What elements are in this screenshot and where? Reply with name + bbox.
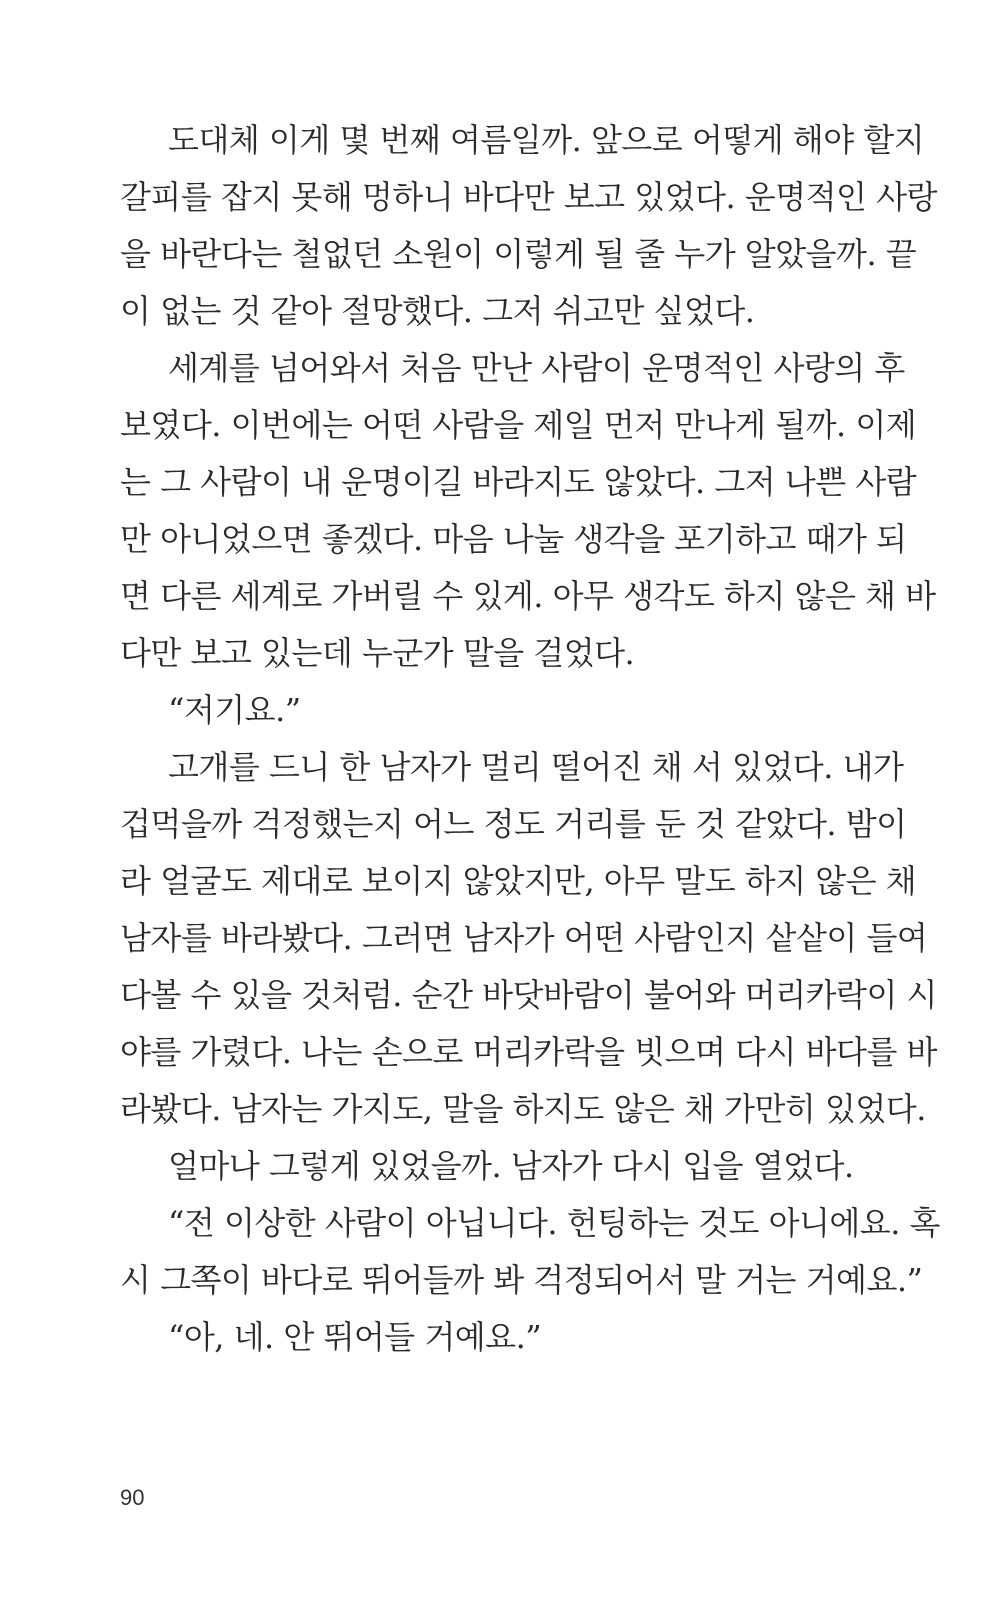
text-line: 세계를 넘어와서 처음 만난 사람이 운명적인 사랑의 후 xyxy=(168,349,905,387)
text-line: 라봤다. 남자는 가지도, 말을 하지도 않은 채 가만히 있었다. xyxy=(120,1090,926,1128)
text-line: 보였다. 이번에는 어떤 사람을 제일 먼저 만나게 될까. 이제 xyxy=(120,406,917,444)
text-line: 고개를 드니 한 남자가 멀리 떨어진 채 서 있었다. 내가 xyxy=(168,748,904,786)
text-line: 을 바란다는 철없던 소원이 이렇게 될 줄 누가 알았을까. 끝 xyxy=(120,235,917,273)
text-line: 면 다른 세계로 가버릴 수 있게. 아무 생각도 하지 않은 채 바 xyxy=(120,577,936,615)
text-line: 만 아니었으면 좋겠다. 마음 나눌 생각을 포기하고 때가 되 xyxy=(120,520,907,558)
text-line: 다볼 수 있을 것처럼. 순간 바닷바람이 불어와 머리카락이 시 xyxy=(120,976,937,1014)
text-line: 다만 보고 있는데 누군가 말을 걸었다. xyxy=(120,634,635,672)
text-line: 남자를 바라봤다. 그러면 남자가 어떤 사람인지 샅샅이 들여 xyxy=(120,919,928,957)
dialogue-line: “전 이상한 사람이 아닙니다. 헌팅하는 것도 아니에요. 혹 xyxy=(168,1204,940,1242)
text-line: 얼마나 그렇게 있었을까. 남자가 다시 입을 열었다. xyxy=(168,1147,854,1185)
text-line: 라 얼굴도 제대로 보이지 않았지만, 아무 말도 하지 않은 채 xyxy=(120,862,917,900)
text-line: 는 그 사람이 내 운명이길 바라지도 않았다. 그저 나쁜 사람 xyxy=(120,463,917,501)
text-line: 이 없는 것 같아 절망했다. 그저 쉬고만 싶었다. xyxy=(120,292,755,330)
text-line: 갈피를 잡지 못해 멍하니 바다만 보고 있었다. 운명적인 사랑 xyxy=(120,178,937,216)
dialogue-line: “아, 네. 안 뛰어들 거예요.” xyxy=(168,1318,542,1356)
dialogue-line: “저기요.” xyxy=(168,691,301,729)
dialogue-line: 시 그쪽이 바다로 뛰어들까 봐 걱정되어서 말 거는 거예요.” xyxy=(120,1261,923,1299)
text-line: 야를 가렸다. 나는 손으로 머리카락을 빗으며 다시 바다를 바 xyxy=(120,1033,937,1071)
text-line: 도대체 이게 몇 번째 여름일까. 앞으로 어떻게 해야 할지 xyxy=(168,121,925,159)
page-number: 90 xyxy=(120,1485,145,1510)
text-line: 겁먹을까 걱정했는지 어느 정도 거리를 둔 것 같았다. 밤이 xyxy=(120,805,907,843)
